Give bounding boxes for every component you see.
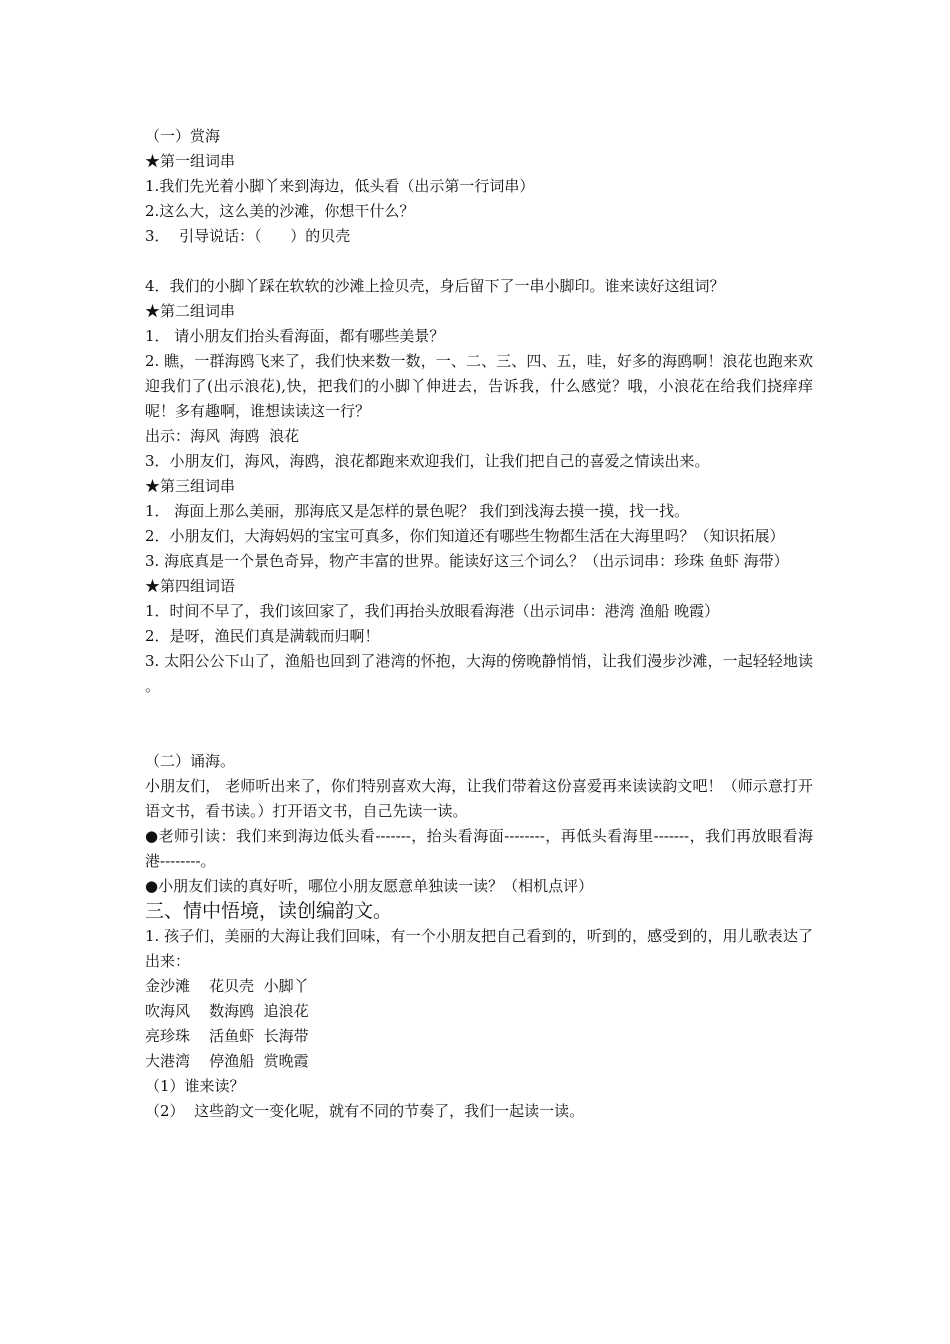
group-3-title: ★第三组词串 [145, 477, 236, 495]
group-3-step-1: 1． 海面上那么美丽，那海底又是怎样的景色呢？ 我们到浅海去摸一摸，找一找。 [145, 502, 690, 520]
question-1: （1）谁来读？ [145, 1077, 245, 1095]
group-4-title: ★第四组词语 [145, 577, 236, 595]
group-3-step-3: 3. 海底真是一个景色奇异，物产丰富的世界。能读好这三个词么？（出示词串：珍珠 鱼虾 海带） [145, 552, 789, 570]
poem-line-4: 大港湾 停渔船 赏晚霞 [145, 1052, 309, 1070]
group-2-words: 出示：海风 海鸥 浪花 [145, 427, 300, 445]
recite-intro: 小朋友们， 老师听出来了，你们特别喜欢大海，让我们带着这份喜爱再来读读韵文吧！（师示意打开语文书，看书读。）打开语文书，自己先读一读。 [145, 777, 813, 820]
section-title-appreciate-sea: （一）赏海 [145, 127, 221, 145]
blank-lines [145, 699, 813, 749]
group-4-step-3: 3. 太阳公公下山了，渔船也回到了港湾的怀抱，大海的傍晚静悄悄，让我们漫步沙滩，一起轻轻地读 。 [145, 652, 813, 695]
question-2: （2） 这些韵文一变化呢，就有不同的节奏了，我们一起读一读。 [145, 1102, 585, 1120]
group-2-step-3: 3．小朋友们，海风，海鸥，浪花都跑来欢迎我们，让我们把自己的喜爱之情读出来。 [145, 452, 710, 470]
group-1-step-3: 3． 引导说话：（ ）的贝壳 [145, 227, 351, 245]
group-3-step-2: 2．小朋友们，大海妈妈的宝宝可真多，你们知道还有哪些生物都生活在大海里吗？（知识拓展） [145, 527, 785, 545]
group-4-step-1: 1．时间不早了，我们该回家了，我们再抬头放眼看海港（出示词串：港湾 渔船 晚霞） [145, 602, 720, 620]
poem-line-1: 金沙滩 花贝壳 小脚丫 [145, 977, 309, 995]
rhyme-intro: 1. 孩子们，美丽的大海让我们回味，有一个小朋友把自己看到的，听到的，感受到的，用儿歌表达了出来： [145, 927, 813, 970]
section-heading-three: 三、情中悟境，读创编韵文。 [145, 900, 393, 922]
section-title-recite-sea: （二）诵海。 [145, 752, 236, 770]
group-4-step-2: 2．是呀，渔民们真是满载而归啊！ [145, 627, 380, 645]
group-1-step-2: 2.这么大，这么美的沙滩，你想干什么？ [145, 202, 415, 220]
poem-line-2: 吹海风 数海鸥 追浪花 [145, 1002, 309, 1020]
document-body [145, 124, 813, 1124]
poem-line-3: 亮珍珠 活鱼虾 长海带 [145, 1027, 309, 1045]
group-1-step-4: 4．我们的小脚丫踩在软软的沙滩上捡贝壳，身后留下了一串小脚印。谁来读好这组词？ [145, 277, 725, 295]
group-2-title: ★第二组词串 [145, 302, 236, 320]
group-2-step-1: 1． 请小朋友们抬头看海面，都有哪些美景？ [145, 327, 445, 345]
group-1-step-1: 1.我们先光着小脚丫来到海边，低头看（出示第一行词串） [145, 177, 535, 195]
group-2-step-2: 2. 瞧，一群海鸥飞来了，我们快来数一数，一、二、三、四、五，哇，好多的海鸥啊！浪花也跑来欢迎我们了(出示浪花),快，把我们的小脚丫伸进去，告诉我，什么感觉？哦，小浪花在给我们挠痒痒呢！多有趣啊，谁想读读这一行？ [145, 352, 813, 420]
blank-line [145, 249, 813, 274]
group-1-title: ★第一组词串 [145, 152, 236, 170]
recite-guided-reading: ●老师引读：我们来到海边低头看-------，抬头看海面--------，再低头看海里-------，我们再放眼看海港--------。 [145, 827, 813, 870]
recite-solo-reading: ●小朋友们读的真好听，哪位小朋友愿意单独读一读？（相机点评） [145, 877, 594, 895]
